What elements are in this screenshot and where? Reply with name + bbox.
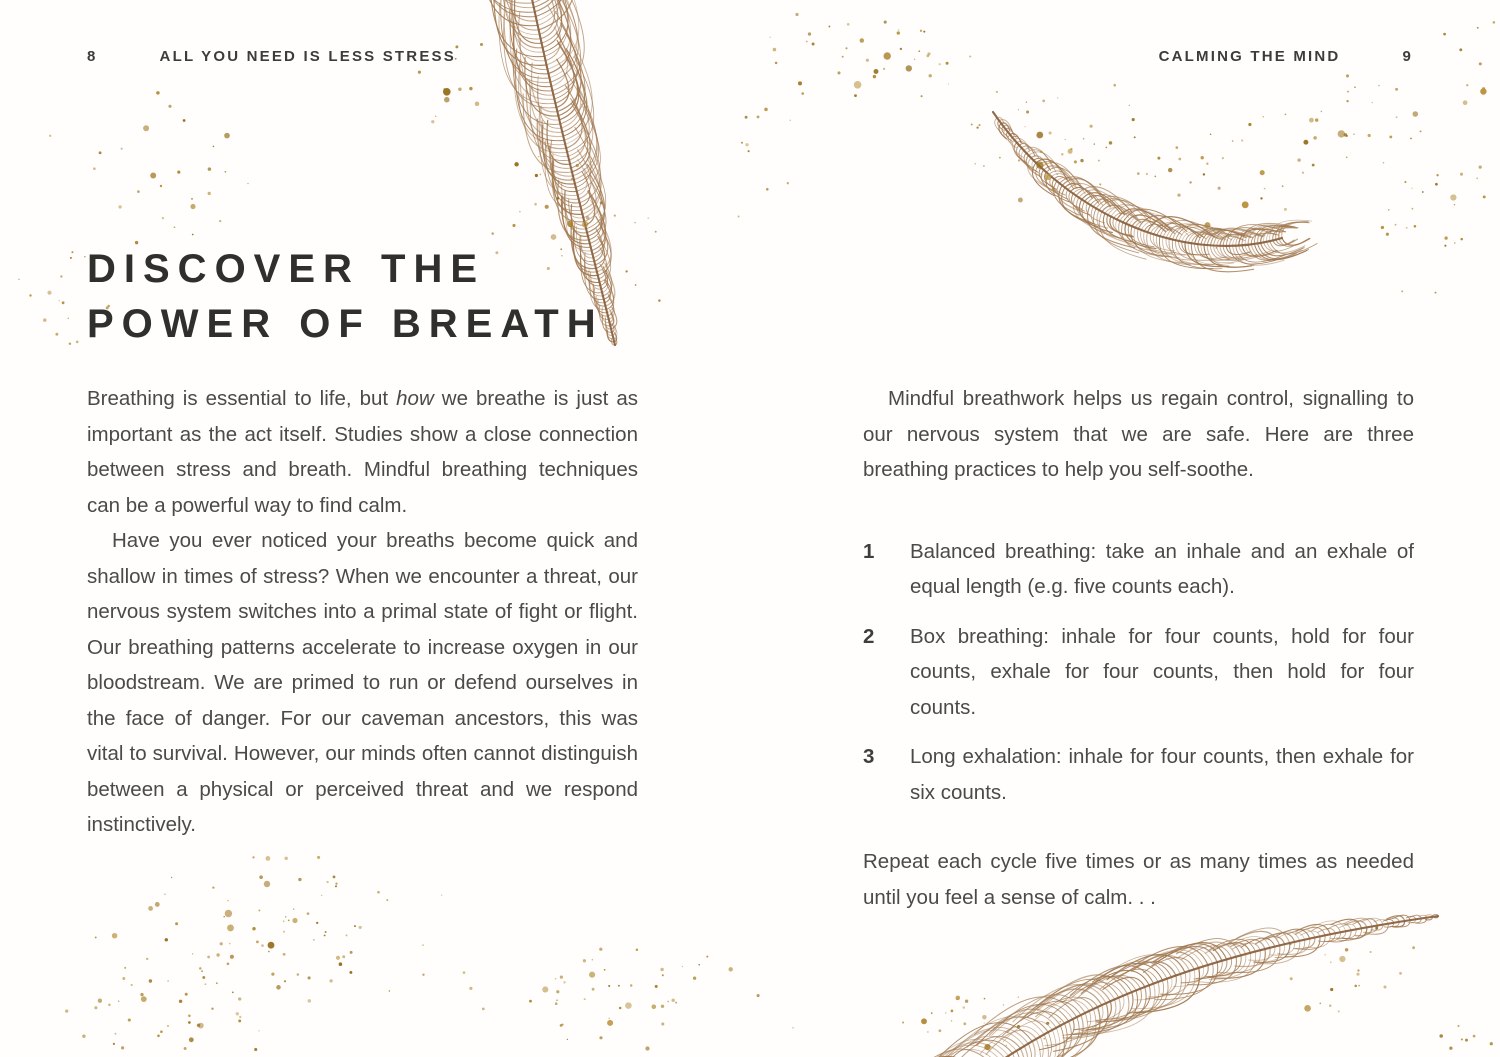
left-paragraph-1 <box>87 381 638 523</box>
right-page-number: 9 <box>1402 48 1413 65</box>
breathing-practice-item <box>863 534 1414 605</box>
right-page-header <box>1159 48 1413 65</box>
list-number: 1 <box>863 539 875 563</box>
list-number: 3 <box>863 745 875 768</box>
list-text: Balanced breathing: take an inhale and an exhale of equal length (e.g. five counts each). <box>910 539 1414 598</box>
list-number: 2 <box>863 624 875 648</box>
left-page-number: 8 <box>87 48 98 65</box>
chapter-title-line-2: POWER OF BREATH <box>87 302 604 346</box>
paragraph-text: we breathe is just as important as the act itself. Studies show a close connection between stress and breath. Mindful breathing techniques can be a powerful way to find calm. <box>87 387 639 517</box>
right-text-column <box>863 381 1414 915</box>
left-running-head: ALL YOU NEED IS LESS STRESS <box>159 48 456 65</box>
chapter-title <box>87 242 687 352</box>
breathing-practice-item <box>863 739 1414 810</box>
left-text-column <box>87 381 638 843</box>
italic-word: how <box>396 387 434 410</box>
chapter-title-line-1: DISCOVER THE <box>87 247 486 291</box>
right-intro-paragraph: Mindful breathwork helps us regain control, signalling to our nervous system that we are safe. Here are three breathing practices to help you self-soothe. <box>863 387 1414 481</box>
list-text: Long exhalation: inhale for four counts, then exhale for six counts. <box>910 745 1414 804</box>
list-text: Box breathing: inhale for four counts, hold for four counts, exhale for four counts, then hold for four counts. <box>910 624 1414 719</box>
right-outro-paragraph: Repeat each cycle five times or as many times as needed until you feel a sense of calm. . . <box>863 850 1414 909</box>
breathing-practice-item <box>863 619 1414 726</box>
paragraph-text: Breathing is essential to life, but <box>87 387 397 410</box>
right-running-head: CALMING THE MIND <box>1158 48 1341 65</box>
left-paragraph-2: Have you ever noticed your breaths become quick and shallow in times of stress? When we encounter a threat, our nervous system switches into a primal state of fight or flight. Our breathing patterns accelerate to increase oxygen in our bloodstream. We are primed to run or defend ourselves in the face of danger. For our caveman ancestors, this was vital to survival. However, our minds often cannot distinguish between a physical or perceived threat and we respond instinctively. <box>87 529 638 836</box>
left-page-header <box>87 48 456 65</box>
